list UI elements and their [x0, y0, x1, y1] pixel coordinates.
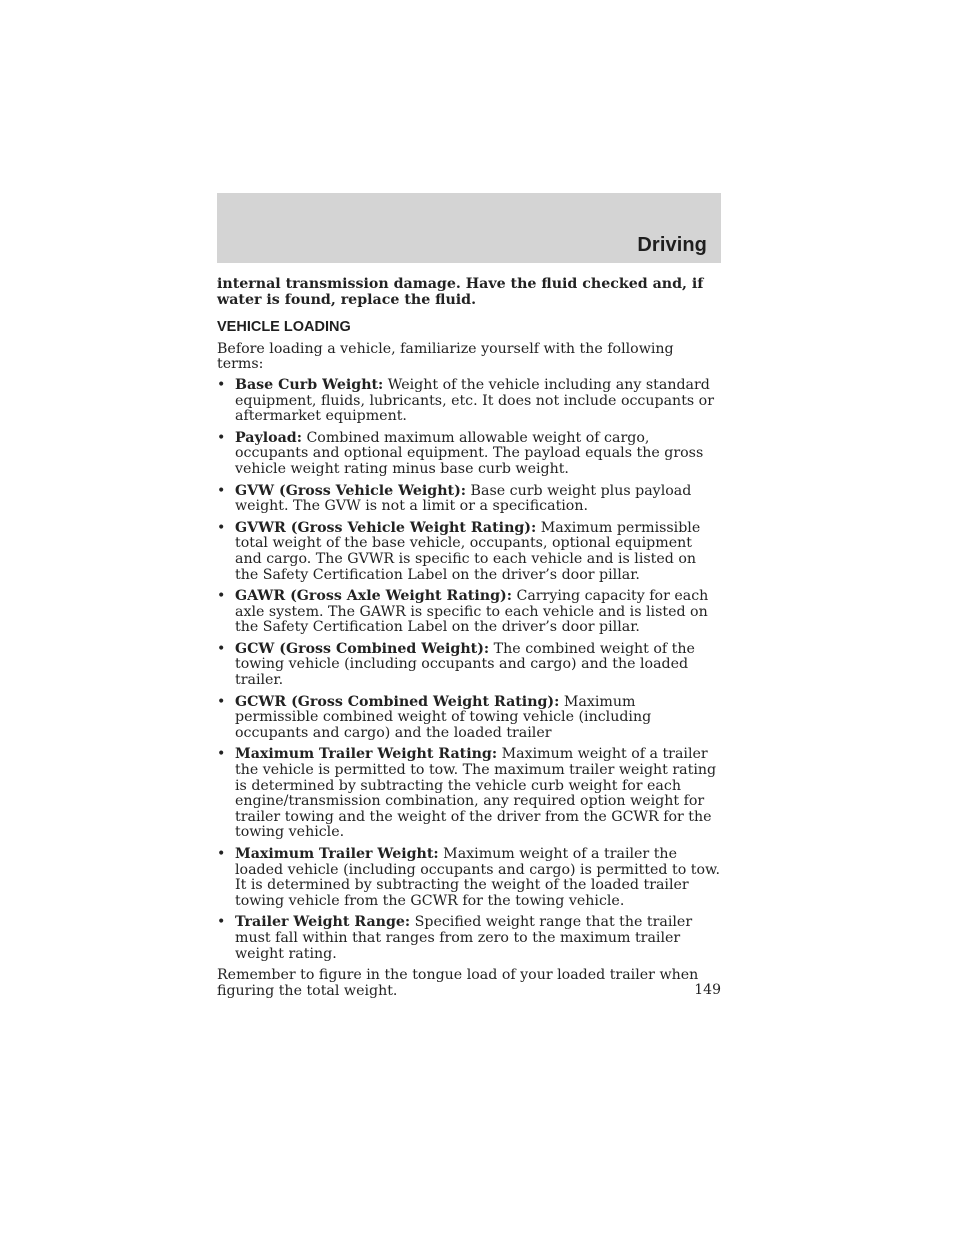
- term-definition: Maximum permissible total weight of the base vehicle, occupants, optional equipment and cargo. The GVWR is specific to each vehicle and is listed on the Safety Certification Label on the driver’s door pillar.: [235, 519, 701, 583]
- tongue-load-reminder: Remember to figure in the tongue load of your loaded trailer when figuring the total weight.: [217, 967, 699, 999]
- term-definition: Base curb weight plus payload weight. The GVW is not a limit or a specification.: [235, 482, 692, 515]
- term-definition: Maximum weight of a trailer the loaded vehicle (including occupants and cargo) is permitted to tow. It is determined by subtracting the weight of the loaded trailer towing vehicle from the GCWR for the towing vehicle.: [235, 846, 720, 909]
- bullet-icon: •: [217, 693, 226, 710]
- list-item: [217, 484, 723, 515]
- bullet-icon: •: [217, 376, 226, 393]
- terms-list: [217, 378, 723, 962]
- list-item: [217, 847, 723, 909]
- list-item: [217, 915, 723, 962]
- term-label: Trailer Weight Range:: [235, 914, 411, 931]
- term-definition: The combined weight of the towing vehicle (including occupants and cargo) and the loaded trailer.: [235, 640, 695, 689]
- list-item: [217, 521, 723, 583]
- bullet-icon: •: [217, 640, 226, 657]
- vehicle-loading-heading: VEHICLE LOADING: [217, 319, 351, 336]
- term-definition: Combined maximum allowable weight of cargo, occupants and optional equipment. The payload equals the gross vehicle weight rating minus base curb weight.: [235, 429, 704, 477]
- intro-warning-text: internal transmission damage. Have the fluid checked and, if water is found, replace the fluid.: [217, 276, 704, 308]
- bullet-icon: •: [217, 914, 226, 931]
- term-label: GVW (Gross Vehicle Weight):: [235, 482, 467, 499]
- term-label: GCWR (Gross Combined Weight Rating):: [235, 693, 560, 710]
- vehicle-loading-lead: Before loading a vehicle, familiarize yourself with the following terms:: [217, 340, 674, 373]
- term-label: Maximum Trailer Weight Rating:: [235, 746, 498, 763]
- section-title: Driving: [637, 234, 707, 256]
- term-label: GCW (Gross Combined Weight):: [235, 640, 490, 657]
- term-label: Payload:: [235, 429, 302, 446]
- section-header-band: [217, 193, 721, 263]
- list-item: [217, 589, 723, 636]
- list-item: [217, 642, 723, 689]
- term-definition: Maximum weight of a trailer the vehicle is permitted to tow. The maximum trailer weight rating is determined by subtracting the vehicle curb weight for each engine/transmission combination, any required option weight for trailer towing and the weight of the driver from the GCWR for the towing vehicle.: [235, 746, 717, 841]
- term-label: GAWR (Gross Axle Weight Rating):: [235, 588, 512, 605]
- bullet-icon: •: [217, 429, 226, 446]
- term-label: GVWR (Gross Vehicle Weight Rating):: [235, 519, 537, 536]
- term-label: Maximum Trailer Weight:: [235, 846, 439, 862]
- bullet-icon: •: [217, 519, 226, 536]
- term-definition: Maximum permissible combined weight of towing vehicle (including occupants and cargo) and the loaded trailer: [235, 693, 652, 741]
- list-item: [217, 747, 723, 841]
- term-definition: Carrying capacity for each axle system. The GAWR is specific to each vehicle and is listed on the Safety Certification Label on the driver’s door pillar.: [235, 588, 709, 636]
- bullet-icon: •: [217, 746, 226, 763]
- list-item: [217, 378, 723, 425]
- bullet-icon: •: [217, 482, 226, 499]
- term-definition: Weight of the vehicle including any standard equipment, fluids, lubricants, etc. It does not include occupants or aftermarket equipment.: [235, 376, 715, 425]
- bullet-icon: •: [217, 588, 226, 605]
- term-label: Base Curb Weight:: [235, 376, 384, 393]
- bullet-icon: •: [217, 846, 226, 862]
- term-definition: Specified weight range that the trailer must fall within that ranges from zero to the maximum trailer weight rating.: [235, 914, 693, 962]
- list-item: [217, 695, 723, 742]
- page-number: 149: [694, 982, 721, 998]
- page-content: [217, 277, 723, 999]
- list-item: [217, 431, 723, 478]
